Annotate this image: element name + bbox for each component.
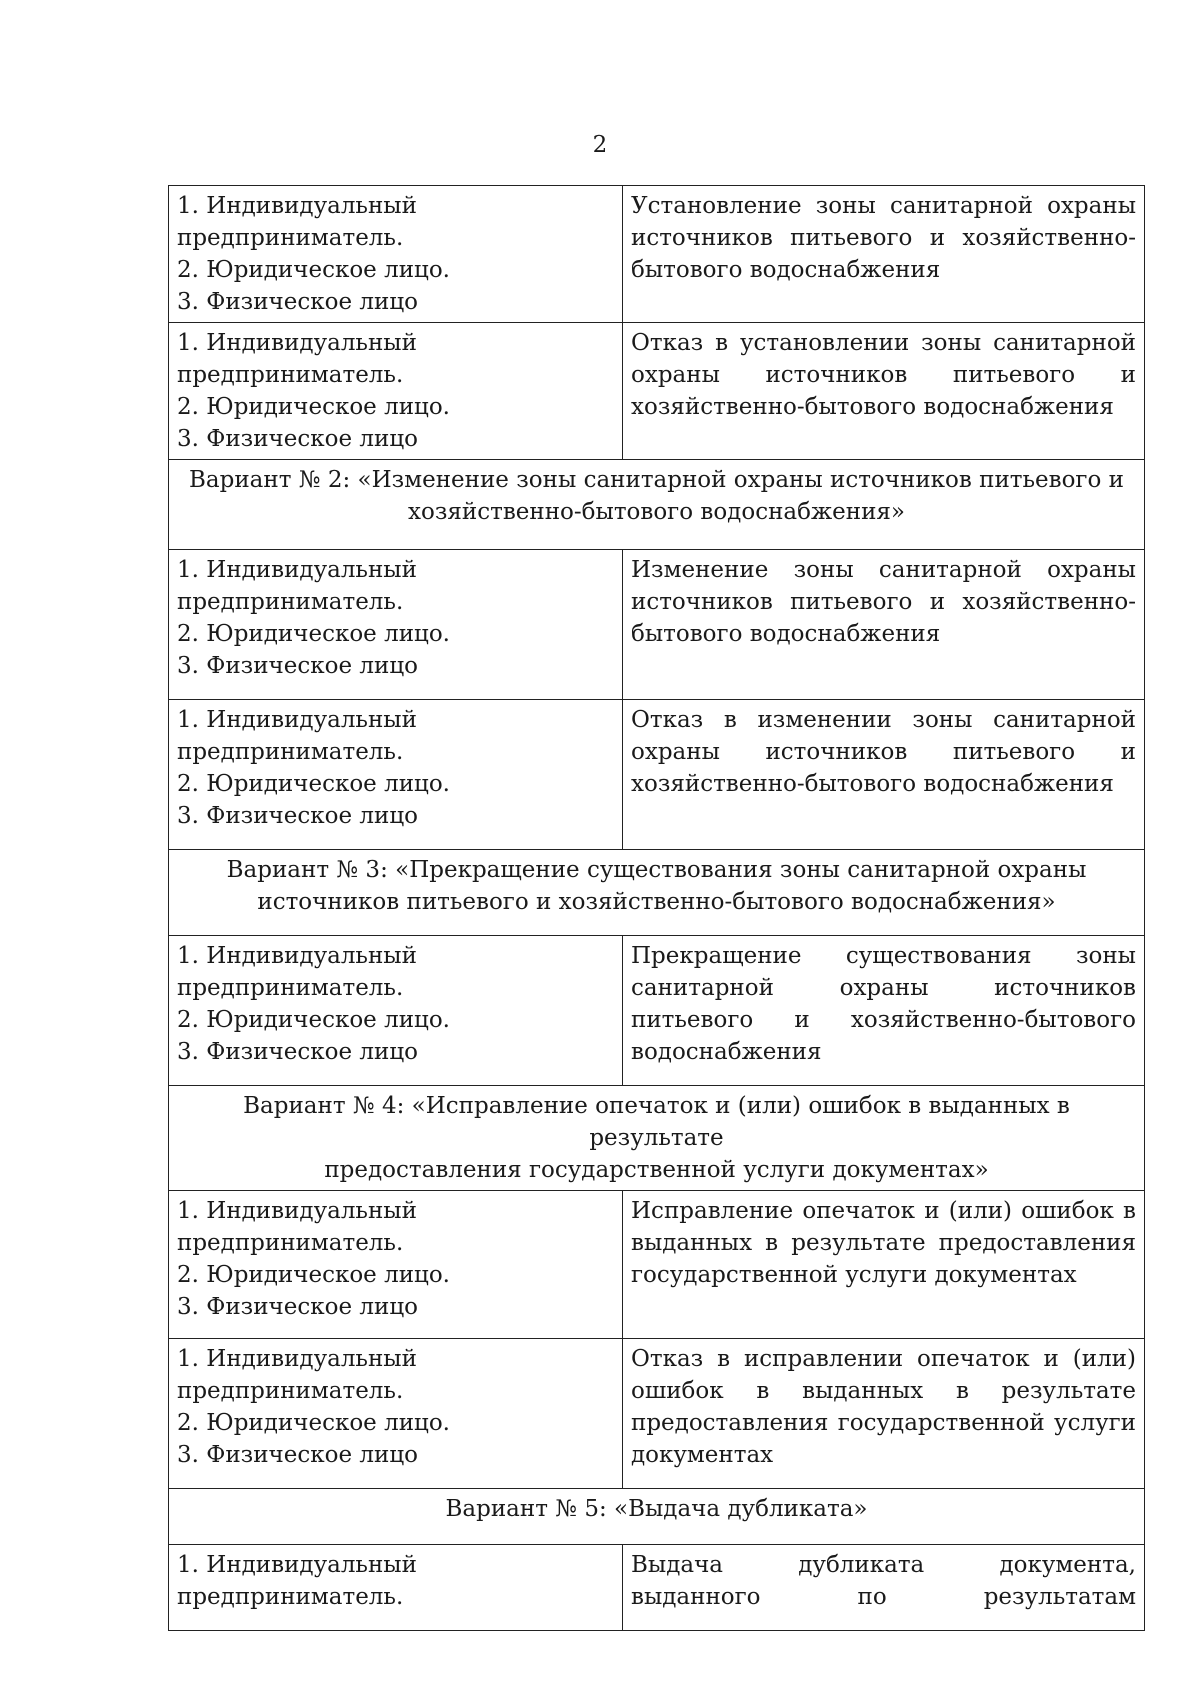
- variant-heading-row: [169, 1489, 1145, 1545]
- result-line: бытового водоснабжения: [631, 621, 941, 647]
- applicants-cell: [169, 1339, 623, 1489]
- result-line: Отказ в исправлении опечаток и (или): [631, 1346, 1136, 1372]
- result-line: источников питьевого и хозяйственно-: [631, 225, 1136, 251]
- variant-heading-row: [169, 1086, 1145, 1191]
- applicants-cell: [169, 1545, 623, 1631]
- result-line: ошибок в выданных в результате: [631, 1378, 1136, 1404]
- table-row: [169, 1191, 1145, 1339]
- applicant-line: 1. Индивидуальный: [177, 1198, 417, 1224]
- table-row: [169, 1339, 1145, 1489]
- result-line: Отказ в установлении зоны санитарной: [631, 330, 1136, 356]
- result-cell: [623, 1545, 1145, 1631]
- table-row: [169, 323, 1145, 460]
- result-line: выданных в результате предоставления: [631, 1230, 1136, 1256]
- result-line: бытового водоснабжения: [631, 257, 941, 283]
- applicant-line: предприниматель.: [177, 362, 404, 388]
- variant-heading: [169, 1489, 1145, 1545]
- result-line: питьевого и хозяйственно-бытового: [631, 1007, 1136, 1033]
- applicant-line: 1. Индивидуальный: [177, 943, 417, 969]
- table-row: [169, 1545, 1145, 1631]
- result-line: Изменение зоны санитарной охраны: [631, 557, 1136, 583]
- applicant-line: 2. Юридическое лицо.: [177, 1410, 450, 1436]
- applicants-cell: [169, 186, 623, 323]
- applicants-cell: [169, 550, 623, 700]
- applicants-cell: [169, 1191, 623, 1339]
- applicant-line: 2. Юридическое лицо.: [177, 771, 450, 797]
- applicant-line: 1. Индивидуальный: [177, 1346, 417, 1372]
- result-line: хозяйственно-бытового водоснабжения: [631, 771, 1114, 797]
- result-cell: [623, 323, 1145, 460]
- result-line: Отказ в изменении зоны санитарной: [631, 707, 1136, 733]
- applicant-line: предприниматель.: [177, 1230, 404, 1256]
- result-line: государственной услуги документах: [631, 1262, 1077, 1288]
- applicant-line: 3. Физическое лицо: [177, 426, 418, 452]
- result-line: хозяйственно-бытового водоснабжения: [631, 394, 1114, 420]
- page-number: 2: [592, 132, 608, 158]
- variant-heading-line: предоставления государственной услуги документах»: [324, 1157, 989, 1183]
- result-cell: [623, 550, 1145, 700]
- result-line: источников питьевого и хозяйственно-: [631, 589, 1136, 615]
- result-line: охраны источников питьевого и: [631, 362, 1136, 388]
- variant-heading-line: Вариант № 4: «Исправление опечаток и (или) ошибок в выданных в результате: [243, 1093, 1070, 1151]
- applicant-line: 3. Физическое лицо: [177, 803, 418, 829]
- applicant-line: 3. Физическое лицо: [177, 653, 418, 679]
- table-row: [169, 936, 1145, 1086]
- result-cell: [623, 1191, 1145, 1339]
- result-cell: [623, 700, 1145, 850]
- variant-heading-line: хозяйственно-бытового водоснабжения»: [408, 499, 905, 525]
- applicant-line: 1. Индивидуальный: [177, 1552, 417, 1578]
- variant-heading-line: Вариант № 5: «Выдача дубликата»: [445, 1496, 868, 1522]
- result-line: Прекращение существования зоны: [631, 943, 1136, 969]
- result-line: предоставления государственной услуги: [631, 1410, 1136, 1436]
- result-line: Установление зоны санитарной охраны: [631, 193, 1136, 219]
- applicant-line: 1. Индивидуальный: [177, 330, 417, 356]
- result-line: охраны источников питьевого и: [631, 739, 1136, 765]
- services-results-table: [168, 185, 1145, 1631]
- variant-heading: [169, 1086, 1145, 1191]
- result-cell: [623, 186, 1145, 323]
- result-cell: [623, 936, 1145, 1086]
- table-row: [169, 700, 1145, 850]
- applicant-line: 3. Физическое лицо: [177, 289, 418, 315]
- result-line: Исправление опечаток и (или) ошибок в: [631, 1198, 1136, 1224]
- result-cell: [623, 1339, 1145, 1489]
- variant-heading: [169, 850, 1145, 936]
- variant-heading-line: источников питьевого и хозяйственно-бытового водоснабжения»: [257, 889, 1056, 915]
- applicant-line: предприниматель.: [177, 1378, 404, 1404]
- result-line: водоснабжения: [631, 1039, 822, 1065]
- applicants-cell: [169, 700, 623, 850]
- variant-heading-line: Вариант № 3: «Прекращение существования зоны санитарной охраны: [226, 857, 1087, 883]
- result-line: Выдача дубликата документа,: [631, 1552, 1136, 1578]
- applicant-line: 2. Юридическое лицо.: [177, 394, 450, 420]
- result-line: документах: [631, 1442, 774, 1468]
- variant-heading-row: [169, 850, 1145, 936]
- variant-heading: [169, 460, 1145, 550]
- applicant-line: предприниматель.: [177, 975, 404, 1001]
- variant-heading-line: Вариант № 2: «Изменение зоны санитарной охраны источников питьевого и: [189, 467, 1124, 493]
- table-row: [169, 186, 1145, 323]
- applicant-line: предприниматель.: [177, 589, 404, 615]
- result-line: санитарной охраны источников: [631, 975, 1136, 1001]
- applicant-line: 1. Индивидуальный: [177, 193, 417, 219]
- variant-heading-row: [169, 460, 1145, 550]
- applicant-line: 1. Индивидуальный: [177, 557, 417, 583]
- applicant-line: 3. Физическое лицо: [177, 1039, 418, 1065]
- applicant-line: предприниматель.: [177, 225, 404, 251]
- applicant-line: 1. Индивидуальный: [177, 707, 417, 733]
- applicant-line: предприниматель.: [177, 1584, 404, 1610]
- table-row: [169, 550, 1145, 700]
- applicants-cell: [169, 936, 623, 1086]
- applicant-line: 2. Юридическое лицо.: [177, 1262, 450, 1288]
- applicant-line: 2. Юридическое лицо.: [177, 1007, 450, 1033]
- applicant-line: 3. Физическое лицо: [177, 1442, 418, 1468]
- result-line: выданного по результатам: [631, 1584, 1136, 1610]
- applicant-line: 2. Юридическое лицо.: [177, 257, 450, 283]
- applicant-line: 3. Физическое лицо: [177, 1294, 418, 1320]
- applicants-cell: [169, 323, 623, 460]
- applicant-line: 2. Юридическое лицо.: [177, 621, 450, 647]
- applicant-line: предприниматель.: [177, 739, 404, 765]
